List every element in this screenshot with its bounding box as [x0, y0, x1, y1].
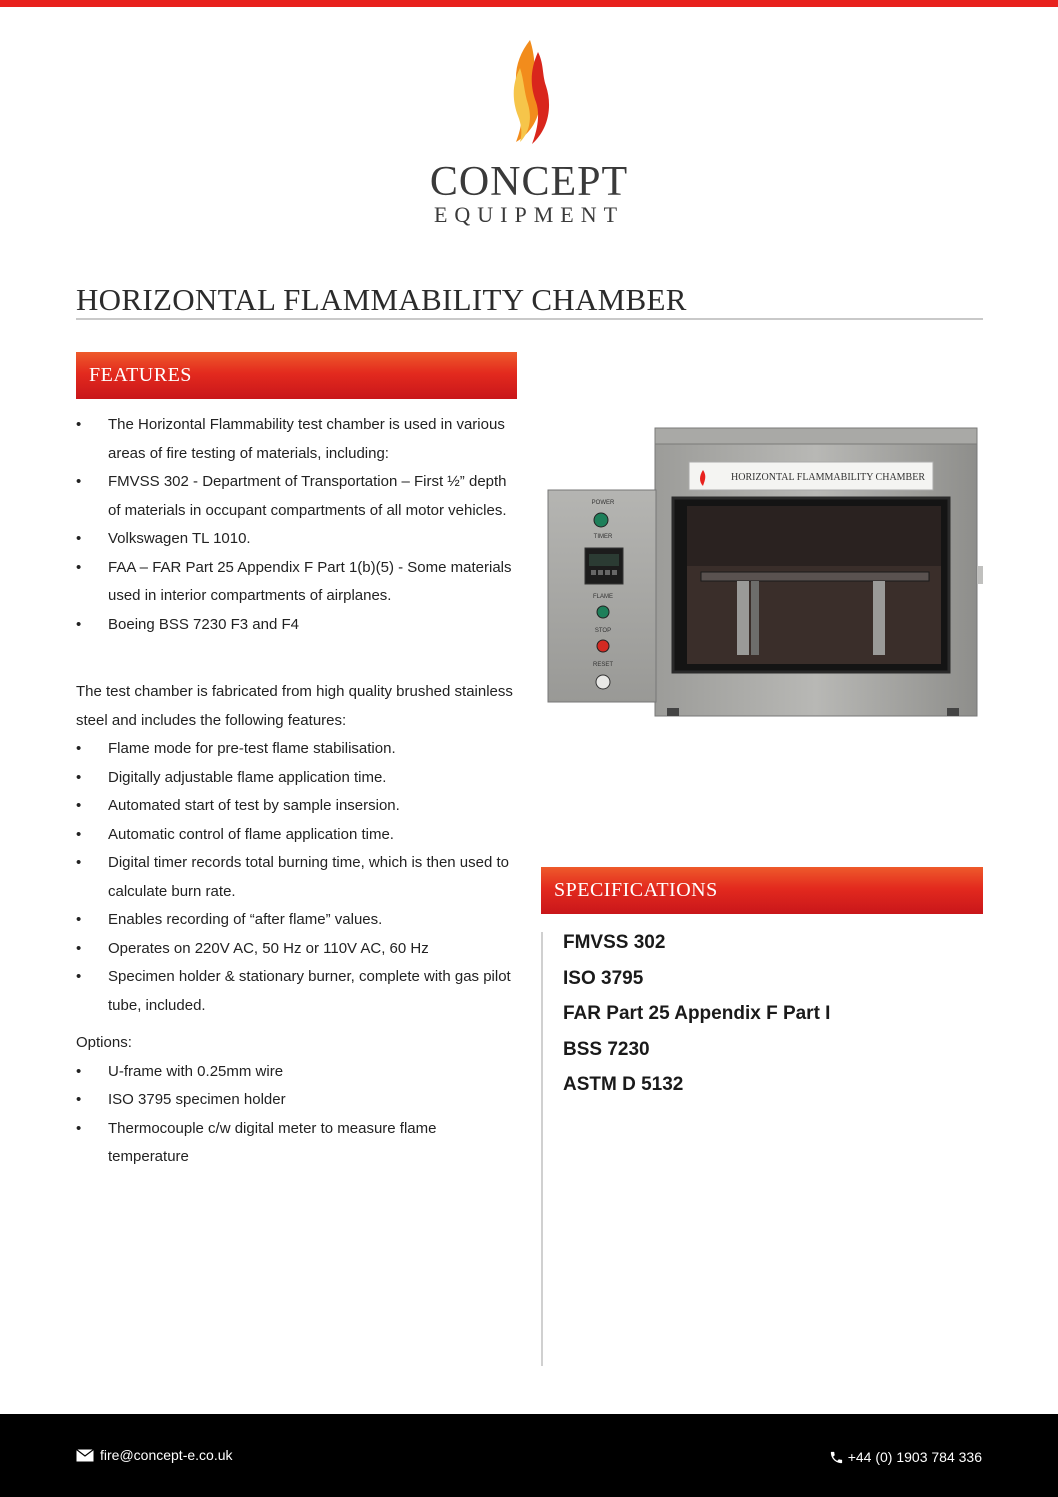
list-item: • Automatic control of flame application time.: [76, 821, 517, 850]
footer-phone[interactable]: [829, 1449, 982, 1465]
list-item: • Digital timer records total burning time, which is then used to calculate burn rate.: [76, 849, 517, 906]
spec-item: FAR Part 25 Appendix F Part I: [563, 1003, 831, 1024]
footer-email[interactable]: [76, 1447, 233, 1463]
product-photo: [541, 414, 983, 722]
list-item: • The Horizontal Flammability test chamber is used in various areas of fire testing of materials, including:: [76, 411, 517, 468]
phone-icon: [829, 1450, 844, 1465]
spec-item: ASTM D 5132: [563, 1074, 684, 1095]
specifications-list: [563, 925, 830, 1103]
footer-phone-text[interactable]: +44 (0) 1903 784 336: [847, 1449, 982, 1465]
list-item: • Operates on 220V AC, 50 Hz or 110V AC, 60 Hz: [76, 935, 517, 964]
options-block: [76, 1029, 517, 1172]
chamber-label-text: HORIZONTAL FLAMMABILITY CHAMBER: [731, 472, 926, 483]
list-item: • Thermocouple c/w digital meter to measure flame temperature: [76, 1115, 517, 1172]
description-paragraph: The test chamber is fabricated from high quality brushed stainless steel and includes the following features:: [76, 683, 513, 729]
top-accent-bar: [0, 0, 1058, 7]
footer-email-text[interactable]: fire@concept-e.co.uk: [100, 1447, 233, 1463]
list-item: • Digitally adjustable flame application time.: [76, 764, 517, 793]
flame-icon: [508, 38, 552, 148]
features-heading: FEATURES: [76, 352, 517, 399]
specifications-heading: SPECIFICATIONS: [541, 867, 983, 914]
list-item: • Volkswagen TL 1010.: [76, 525, 517, 554]
panel-label-reset: RESET: [592, 662, 614, 668]
panel-label-timer: TIMER: [593, 534, 613, 540]
list-item: • Specimen holder & stationary burner, complete with gas pilot tube, included.: [76, 963, 517, 1020]
list-item: • Automated start of test by sample insersion.: [76, 792, 517, 821]
options-label: Options:: [76, 1034, 132, 1051]
list-item: • ISO 3795 specimen holder: [76, 1086, 517, 1115]
list-item: • FMVSS 302 - Department of Transportation – First ½” depth of materials in occupant compartments of all motor vehicles.: [76, 468, 517, 525]
envelope-icon: [76, 1449, 94, 1462]
specifications-divider: [541, 932, 543, 1366]
list-item: • U-frame with 0.25mm wire: [76, 1058, 517, 1087]
panel-label-stop: STOP: [594, 628, 612, 634]
title-divider: [76, 318, 983, 320]
company-logo: [414, 38, 644, 233]
list-item: • FAA – FAR Part 25 Appendix F Part 1(b)(5) - Some materials used in interior compartments of airplanes.: [76, 554, 517, 611]
list-item: • Flame mode for pre-test flame stabilisation.: [76, 735, 517, 764]
spec-item: BSS 7230: [563, 1038, 650, 1060]
feature-bullet-list: [76, 735, 517, 1020]
logo-wordmark-line1: CONCEPT: [429, 159, 629, 205]
spec-item: ISO 3795: [563, 967, 644, 989]
page-title: HORIZONTAL FLAMMABILITY CHAMBER: [76, 282, 687, 317]
panel-label-power: POWER: [591, 500, 615, 506]
intro-block: [76, 411, 517, 639]
logo-wordmark-line2: EQUIPMENT: [433, 202, 625, 227]
options-bullet-list: [76, 1058, 517, 1172]
features-block: [76, 678, 517, 1020]
intro-bullet-list: [76, 411, 517, 639]
list-item: • Boeing BSS 7230 F3 and F4: [76, 611, 517, 640]
panel-label-flame: FLAME: [592, 594, 614, 600]
spec-item: FMVSS 302: [563, 932, 666, 953]
list-item: • Enables recording of “after flame” values.: [76, 906, 517, 935]
